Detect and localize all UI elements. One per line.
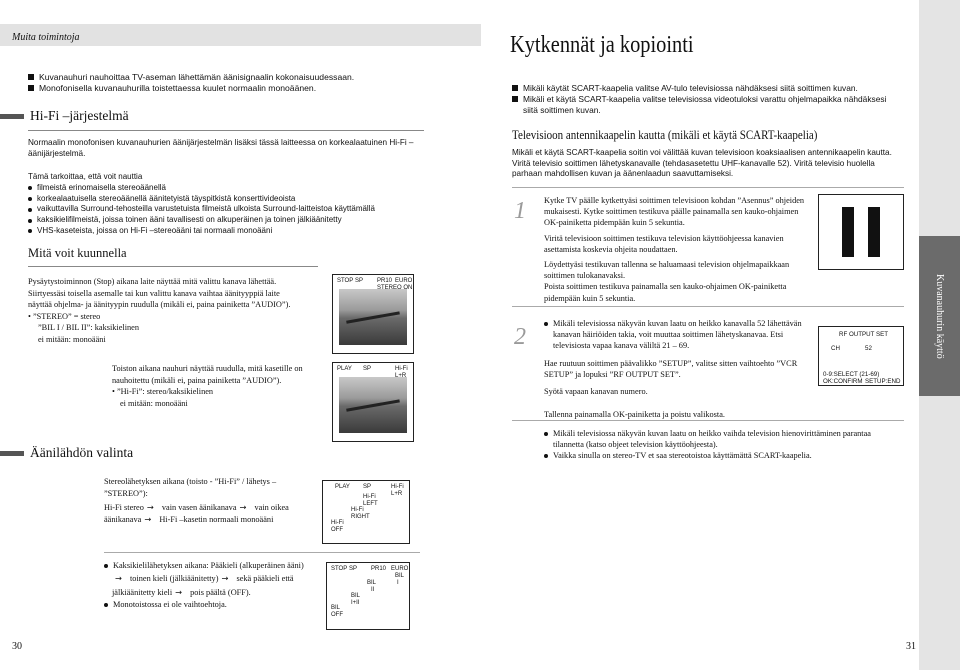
final-notes (544, 428, 884, 462)
usage-item: vaikuttavilla Surround-tehosteilla varustetuista filmeistä ulkoista Surround-laitteistoa käyttämällä (28, 204, 428, 215)
note-item: Mikäli käytät SCART-kaapelia valitse AV-tulo televisiossa nähdäksesi siitä soittimen kuvan. (512, 83, 902, 94)
tv-picture (339, 377, 407, 433)
left-header-tag: Muita toimintoja (12, 32, 80, 43)
divider (28, 266, 318, 267)
hifi-usage: Tämä tarkoittaa, että voit nauttia filmeistä erinomaisella stereoäänellä korkealaatuisella stereoäänellä äänitetyistä täyspitkistä konserttivideoista vaikuttavilla Surround-tehosteilla varustetuista filmeistä ulkoista Surround-laitteistoa käyttämällä kaksikielifilmeistä, joissa toinen ääni tavallisesti on alkuperäinen ja toinen jälkiäänitetty VHS-kaseteista, joissa on Hi-Fi –stereoääni tai normaali monoääni (28, 172, 428, 237)
left-notes (28, 72, 468, 94)
note-item: Mikäli et käytä SCART-kaapelia valitse televisiossa videotuloksi varattu ohjelmapaikka nähdäksesi siitä soittimen kuvan. (512, 94, 902, 116)
divider (104, 552, 420, 553)
right-notes (512, 83, 902, 116)
section-marker (0, 114, 24, 119)
side-tab-label: Kuvanauhurin käyttö (934, 273, 945, 359)
arrow-icon: → (146, 502, 154, 513)
section-marker (0, 451, 24, 456)
note-item: Mikäli televisiossa näkyvän kuvan laatu on heikko vaihda television hienovirittäminen parantaa tilannetta (katso objeet television käyttöohjeesta). (544, 428, 884, 450)
step-2-number: 2 (514, 324, 526, 350)
step-1-number: 1 (514, 198, 526, 224)
source-title: Äänilähdön valinta (30, 445, 134, 460)
step-1-text: Kytke TV päälle kytkettyäsi soittimen televisioon kohdan ”Asennus” ohjeiden mukaisesti. Kytke soittimen testikuva päälle painamalla sen kauko-ohjaimen OK-painiketta pidempään kuin 5 sekuntia. Viritä televisioon soittimen testikuva television käyttöohjeessa kanavien asettamista koskevia ohjeita noudattaen. Löydettyäsi testikuvan tallenna se haluamaasi television ohjelmapaikkaan soittimen tulokanavaksi. Poista soittimen testikuva painamalla sen kauko-ohjaimen OK-painiketta pidempään kuin 5 sekuntia. (544, 196, 805, 303)
usage-item: korkealaatuisella stereoäänellä äänitetyistä täyspitkistä konserttivideoista (28, 194, 428, 205)
tv-screen-audio-out: PLAY SP Hi-Fi L+R Hi-Fi LEFT Hi-Fi RIGHT Hi-Fi OFF (322, 480, 410, 544)
tv-screen-bilingual: STOP SP PR10 EURO BIL I BIL II BIL I+II BIL OFF (326, 562, 410, 630)
tv-screen-stop: STOP SP PR10 EURO STEREO ON (332, 274, 414, 354)
source-row: äänikanava → Hi-Fi –kasetin normaali monoääni (104, 513, 274, 524)
rf-output-screen: RF OUTPUT SET CH 52 0-9:SELECT (21-69) OK:CONFIRM SETUP:END (818, 326, 904, 386)
source-row: → toinen kieli (jälkiäänitetty) → sekä pääkieli että (115, 573, 294, 584)
divider (512, 306, 904, 307)
usage-item: VHS-kaseteista, joissa on Hi-Fi –stereoääni tai normaali monoääni (28, 226, 428, 237)
source-row: jälkiäänitetty kieli → pois päältä (OFF). (112, 586, 251, 597)
arrow-icon: → (239, 502, 247, 513)
source-row: Hi-Fi stereo → vain vasen äänikanava → vain oikea (104, 502, 289, 513)
note-item: Monofonisella kuvanauhurilla toistettaessa kuulet normaalin monoäänen. (28, 83, 468, 94)
hifi-title: Hi-Fi –järjestelmä (30, 108, 129, 123)
arrow-icon: → (115, 573, 122, 584)
play-text: Toiston aikana nauhuri näyttää ruudulla, mitä kasetille on nauhoitettu (mikäli ei, paina painiketta ”AUDIO”). • ”Hi-Fi”: stereo/kaksikielinen ei mitään: monoääni (112, 364, 303, 408)
step-2-text: Mikäli televisiossa näkyvän kuvan laatu on heikko kanavalla 52 lähettävän kanavan häiriöiden takia, voit muuttaa soittimen lähetyskanavaa. Etsi televisiosta vapaa kanava väliltä 21 – 69. Hae ruutuun soittimen päävalikko ”SETUP”, valitse sitten vaihtoehto ”VCR SETUP” ja lopuksi ”RF OUTPUT SET”. Syötä vapaan kanavan numero. Tallenna painamalla OK-painiketta ja poistu valikosta. (544, 319, 802, 420)
arrow-icon: → (144, 513, 152, 524)
note-item: Vaikka sinulla on stereo-TV et saa stereotoistoa käyttämättä SCART-kaapelia. (544, 450, 884, 461)
usage-item: kaksikielifilmeistä, joissa toinen ääni tavallisesti on alkuperäinen ja toinen jälkiäänitetty (28, 215, 428, 226)
divider (512, 420, 904, 421)
source-bilingual: Kaksikielilähetyksen aikana: Pääkieli (alkuperäinen ääni) → toinen kieli (jälkiäänitetty) → sekä pääkieli että jälkiäänitetty kieli → pois päältä (OFF). Monotoistossa ei ole vaihtoehtoja. (104, 560, 324, 612)
listen-title: Mitä voit kuunnella (28, 246, 127, 260)
divider (28, 130, 424, 131)
listen-text: Pysäytystoiminnon (Stop) aikana laite näyttää mitä valittu kanava lähettää. Siirtyessäsi toisella asemalle tai kun valittu kanava vaihtaa äänityyppiä laite näyttää ohjelma- ja äänityypin ruudulla (mikäli ei, paina painiketta ”AUDIO”). • ”STEREO” = stereo ”BIL I / BIL II”: kaksikielinen ei mitään: monoääni (28, 277, 291, 345)
divider (512, 187, 904, 188)
usage-item: filmeistä erinomaisella stereoäänellä (28, 183, 428, 194)
note-item: Kuvanauhuri nauhoittaa TV-aseman lähettämän äänisignaalin kokonaisuudessaan. (28, 72, 468, 83)
hifi-intro: Normaalin monofonisen kuvanauhurien äänijärjestelmän lisäksi tässä laitteessa on korkealaatuinen Hi-Fi –äänijärjestelmä. (28, 138, 414, 158)
page-title: Kytkennät ja kopiointi (510, 32, 694, 58)
arrow-icon: → (175, 586, 183, 597)
section-intro: Mikäli et käytä SCART-kaapelia soitin voi välittää kuvan televisioon koaksiaalisen antennikaapelin kautta. Viritä televisio soittimen lähetyskanavalle (tehdasasetettu UHF-kanavalle 52). Viritä televisio huolella parhaan mahdollisen kuvan ja äänenlaadun saavuttamiseksi. (512, 148, 892, 179)
tv-picture (339, 289, 407, 345)
section-title: Televisioon antennikaapelin kautta (mikäli et käytä SCART-kaapelia) (512, 128, 818, 142)
arrow-icon: → (221, 573, 229, 584)
tv-screen-play: PLAY SP Hi-Fi L+R (332, 362, 414, 442)
source-stereo: Stereolähetyksen aikana (toisto - ”Hi-Fi” / lähetys – ”STEREO”): Hi-Fi stereo → vain vasen äänikanava → vain oikea äänikanava → Hi-Fi –kasetin normaali monoääni (104, 476, 314, 525)
page-number-left: 30 (12, 641, 22, 652)
test-pattern-screen (818, 194, 904, 270)
page-number-right: 31 (906, 641, 916, 652)
